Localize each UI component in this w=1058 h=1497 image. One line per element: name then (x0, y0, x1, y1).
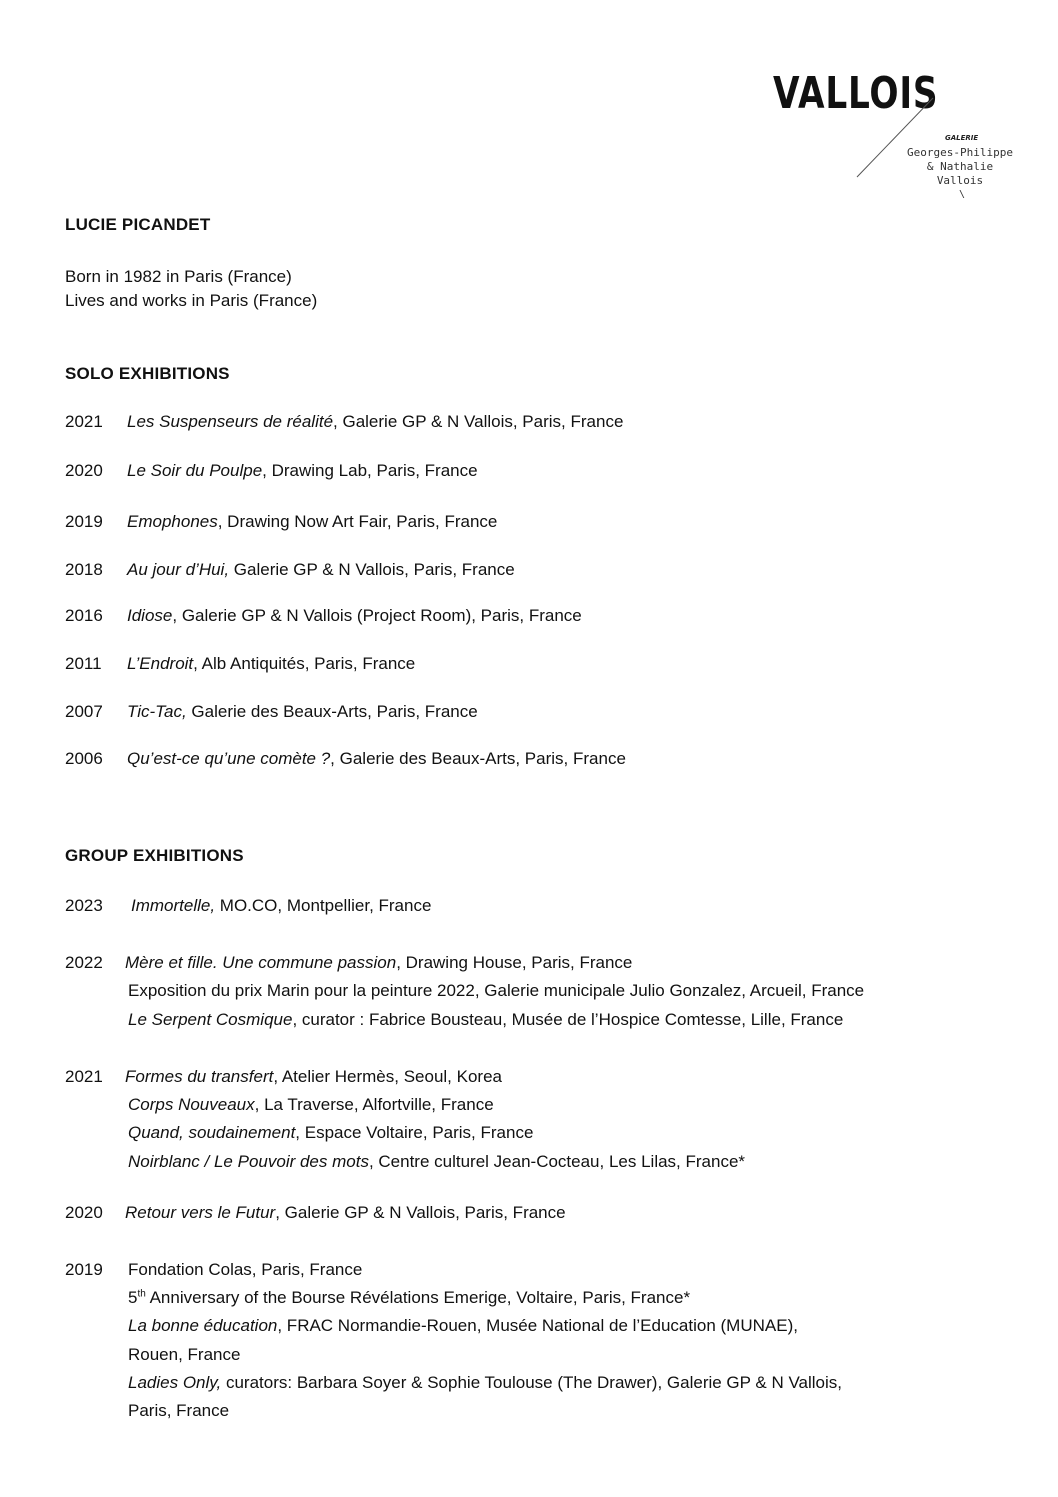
entry-title: Le Serpent Cosmique (128, 1010, 293, 1029)
entry-details: , curator : Fabrice Bousteau, Musée de l’Hospice Comtesse, Lille, France (292, 1010, 844, 1029)
solo-year: 2016 (65, 606, 103, 625)
solo-row (65, 654, 415, 674)
solo-year: 2021 (65, 412, 103, 431)
group-entry (128, 1095, 494, 1115)
solo-row (65, 461, 478, 481)
group-year: 2021 (65, 1067, 103, 1086)
artist-born: Born in 1982 in Paris (France) (65, 267, 292, 286)
solo-title: Les Suspenseurs de réalité (127, 412, 334, 431)
solo-details: , Drawing Lab, Paris, France (262, 461, 478, 480)
solo-year: 2020 (65, 461, 103, 480)
solo-details: , Galerie GP & N Vallois, Paris, France (333, 412, 624, 431)
entry-details: , FRAC Normandie-Rouen, Musée National de l’Education (MUNAE), (277, 1316, 798, 1335)
solo-details: , Galerie des Beaux-Arts, Paris, France (330, 749, 626, 768)
group-entry (128, 1316, 798, 1336)
logo-owner-line: & Nathalie (926, 160, 994, 173)
entry-title: Ladies Only, (128, 1373, 222, 1392)
entry-details: , Galerie GP & N Vallois, Paris, France (275, 1203, 566, 1222)
logo-tick: \ (959, 189, 966, 200)
entry-title: La bonne éducation (128, 1316, 278, 1335)
logo-owners (890, 146, 1030, 188)
entry-title: Formes du transfert (125, 1067, 274, 1086)
entry-details: Exposition du prix Marin pour la peinture 2022, Galerie municipale Julio Gonzalez, Arcueil, France (128, 981, 865, 1000)
artist-lives: Lives and works in Paris (France) (65, 291, 318, 310)
solo-row (65, 412, 623, 432)
entry-ordinal: 5 (128, 1288, 138, 1307)
solo-year: 2006 (65, 749, 103, 768)
entry-details: , Espace Voltaire, Paris, France (295, 1123, 534, 1142)
entry-title: Retour vers le Futur (125, 1203, 276, 1222)
logo-owner-line: Georges-Philippe (907, 146, 1013, 159)
solo-row (65, 512, 497, 532)
group-year: 2020 (65, 1203, 103, 1222)
solo-year: 2007 (65, 702, 103, 721)
solo-title: L’Endroit (127, 654, 194, 673)
solo-row (65, 702, 478, 722)
solo-year: 2011 (65, 654, 102, 673)
group-entry (125, 1203, 566, 1223)
entry-details: , La Traverse, Alfortville, France (254, 1095, 494, 1114)
solo-details: , Drawing Now Art Fair, Paris, France (217, 512, 498, 531)
logo-owner-line: Vallois (936, 174, 984, 187)
group-year: 2022 (65, 953, 103, 972)
group-entry (128, 1010, 843, 1030)
group-entry (128, 981, 864, 1001)
group-heading: GROUP EXHIBITIONS (65, 846, 244, 865)
solo-title: Emophones (127, 512, 218, 531)
group-entry (128, 1373, 842, 1393)
entry-title: Mère et fille. Une commune passion (125, 953, 397, 972)
entry-ordinal-suffix: th (137, 1288, 146, 1300)
group-year: 2019 (65, 1260, 103, 1279)
entry-details: , Atelier Hermès, Seoul, Korea (273, 1067, 502, 1086)
solo-details: Galerie des Beaux-Arts, Paris, France (186, 702, 478, 721)
solo-title: Idiose (127, 606, 173, 625)
group-entry (125, 953, 632, 973)
entry-title: Corps Nouveaux (128, 1095, 255, 1114)
entry-details: , Centre culturel Jean-Cocteau, Les Lilas, France* (368, 1152, 746, 1171)
entry-details: curators: Barbara Soyer & Sophie Toulouse (The Drawer), Galerie GP & N Vallois, (221, 1373, 843, 1392)
solo-details: , Alb Antiquités, Paris, France (193, 654, 416, 673)
solo-title: Tic-Tac, (127, 702, 187, 721)
entry-details: Fondation Colas, Paris, France (128, 1260, 363, 1279)
solo-details: , Galerie GP & N Vallois (Project Room), Paris, France (172, 606, 582, 625)
entry-details: Paris, France (128, 1401, 230, 1420)
solo-year: 2019 (65, 512, 103, 531)
group-entry (128, 1152, 745, 1172)
solo-row (65, 606, 582, 626)
solo-year: 2018 (65, 560, 103, 579)
entry-title: Quand, soudainement (128, 1123, 296, 1142)
entry-details: MO.CO, Montpellier, France (215, 896, 432, 915)
group-entry (125, 1067, 502, 1087)
logo-galerie-label: GALERIE (945, 134, 979, 142)
entry-title: Noirblanc / Le Pouvoir des mots (128, 1152, 369, 1171)
group-entry (128, 1123, 533, 1143)
artist-name: LUCIE PICANDET (65, 215, 211, 234)
group-entry (128, 1401, 229, 1421)
group-entry (128, 1260, 362, 1280)
entry-details: Rouen, France (128, 1345, 241, 1364)
solo-row (65, 560, 515, 580)
group-entry (131, 896, 431, 916)
group-entry (128, 1345, 240, 1365)
solo-title: Qu’est-ce qu’une comète ? (127, 749, 331, 768)
entry-title: Immortelle, (131, 896, 216, 915)
entry-details: Anniversary of the Bourse Révélations Emerige, Voltaire, Paris, France* (145, 1288, 691, 1307)
group-year: 2023 (65, 896, 103, 915)
gallery-logo: VALLOIS (773, 68, 939, 119)
solo-row (65, 749, 626, 769)
solo-title: Le Soir du Poulpe (127, 461, 263, 480)
solo-heading: SOLO EXHIBITIONS (65, 364, 230, 383)
solo-title: Au jour d’Hui, (127, 560, 230, 579)
group-entry (128, 1288, 690, 1308)
entry-details: , Drawing House, Paris, France (396, 953, 633, 972)
solo-details: Galerie GP & N Vallois, Paris, France (229, 560, 515, 579)
